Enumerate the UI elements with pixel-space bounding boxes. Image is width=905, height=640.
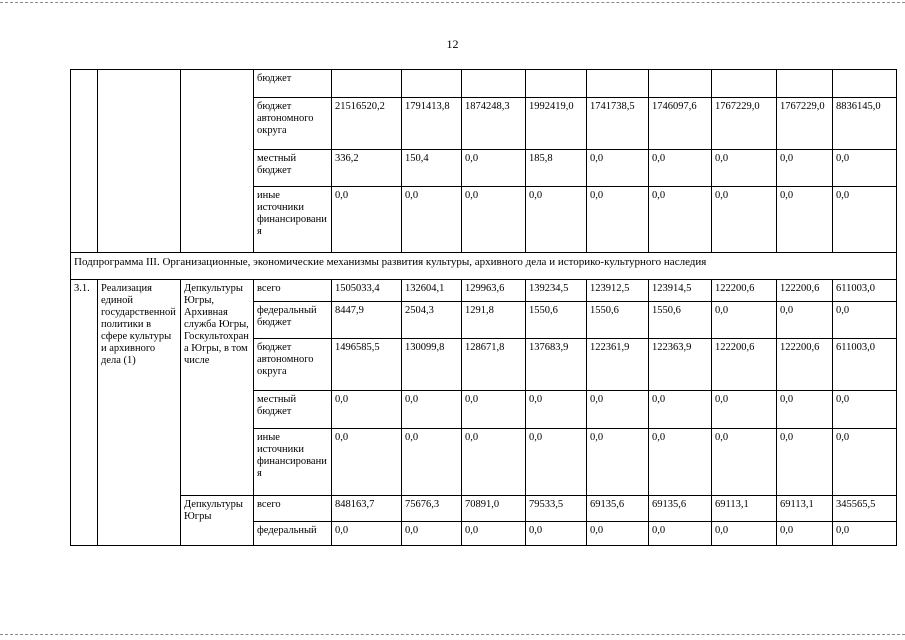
value-cell: 8836145,0 [833, 98, 897, 150]
value-cell: 0,0 [777, 302, 833, 339]
value-cell: 2504,3 [402, 302, 462, 339]
source-cell: местный бюджет [254, 391, 332, 429]
value-cell: 122200,6 [712, 280, 777, 302]
value-cell: 1767229,0 [777, 98, 833, 150]
source-cell: иные источники финансирования [254, 429, 332, 496]
source-cell: федеральный бюджет [254, 302, 332, 339]
value-cell: 0,0 [833, 429, 897, 496]
scan-top-edge [0, 2, 905, 3]
value-cell: 0,0 [587, 429, 649, 496]
source-cell: иные источники финансирования [254, 187, 332, 253]
page-number: 12 [446, 37, 459, 51]
value-cell: 0,0 [712, 522, 777, 546]
value-cell [833, 70, 897, 98]
value-cell: 69113,1 [712, 496, 777, 522]
value-cell: 0,0 [402, 391, 462, 429]
value-cell [712, 70, 777, 98]
value-cell: 1767229,0 [712, 98, 777, 150]
value-cell: 0,0 [649, 429, 712, 496]
source-cell: федеральный [254, 522, 332, 546]
value-cell: 0,0 [332, 522, 402, 546]
value-cell: 1550,6 [649, 302, 712, 339]
value-cell: 70891,0 [462, 496, 526, 522]
value-cell: 75676,3 [402, 496, 462, 522]
value-cell [332, 70, 402, 98]
value-cell: 0,0 [462, 150, 526, 187]
subprogram-title: Подпрограмма III. Организационные, экономические механизмы развития культуры, архивного дела и историко-культурного наследия [71, 253, 897, 280]
value-cell: 1550,6 [587, 302, 649, 339]
value-cell: 129963,6 [462, 280, 526, 302]
value-cell: 1992419,0 [526, 98, 587, 150]
value-cell: 122361,9 [587, 339, 649, 391]
value-cell: 1746097,6 [649, 98, 712, 150]
value-cell: 0,0 [833, 187, 897, 253]
value-cell: 0,0 [526, 187, 587, 253]
source-cell: местный бюджет [254, 150, 332, 187]
value-cell: 1791413,8 [402, 98, 462, 150]
value-cell: 79533,5 [526, 496, 587, 522]
value-cell: 150,4 [402, 150, 462, 187]
value-cell: 0,0 [649, 150, 712, 187]
value-cell: 123912,5 [587, 280, 649, 302]
value-cell: 0,0 [833, 391, 897, 429]
value-cell: 0,0 [833, 522, 897, 546]
value-cell: 122200,6 [777, 339, 833, 391]
value-cell: 611003,0 [833, 280, 897, 302]
value-cell: 345565,5 [833, 496, 897, 522]
value-cell: 0,0 [462, 522, 526, 546]
value-cell: 0,0 [332, 429, 402, 496]
value-cell: 0,0 [712, 150, 777, 187]
value-cell: 0,0 [712, 302, 777, 339]
value-cell: 0,0 [777, 391, 833, 429]
table-row [71, 496, 897, 522]
source-cell: всего [254, 280, 332, 302]
value-cell: 0,0 [712, 391, 777, 429]
source-cell: всего [254, 496, 332, 522]
value-cell: 0,0 [526, 522, 587, 546]
value-cell: 0,0 [712, 429, 777, 496]
value-cell [587, 70, 649, 98]
subprogram-row [71, 253, 897, 280]
value-cell: 0,0 [833, 302, 897, 339]
value-cell [462, 70, 526, 98]
value-cell [649, 70, 712, 98]
item-executor: Депкультуры Югры [181, 496, 254, 546]
executor-cell [181, 70, 254, 253]
source-cell: бюджет [254, 70, 332, 98]
value-cell: 0,0 [777, 187, 833, 253]
value-cell: 1291,8 [462, 302, 526, 339]
value-cell: 122200,6 [777, 280, 833, 302]
value-cell: 0,0 [402, 522, 462, 546]
value-cell: 137683,9 [526, 339, 587, 391]
value-cell: 0,0 [777, 522, 833, 546]
value-cell: 123914,5 [649, 280, 712, 302]
value-cell: 0,0 [777, 150, 833, 187]
source-cell: бюджет автономного округа [254, 339, 332, 391]
value-cell: 0,0 [526, 391, 587, 429]
value-cell: 0,0 [587, 187, 649, 253]
value-cell: 21516520,2 [332, 98, 402, 150]
value-cell: 1741738,5 [587, 98, 649, 150]
value-cell: 1496585,5 [332, 339, 402, 391]
value-cell: 1874248,3 [462, 98, 526, 150]
item-number: 3.1. [71, 280, 98, 546]
value-cell: 0,0 [402, 429, 462, 496]
value-cell: 0,0 [712, 187, 777, 253]
value-cell: 0,0 [649, 522, 712, 546]
source-cell: бюджет автономного округа [254, 98, 332, 150]
value-cell: 848163,7 [332, 496, 402, 522]
value-cell [526, 70, 587, 98]
value-cell: 0,0 [402, 187, 462, 253]
measure-name-cell [98, 70, 181, 253]
value-cell: 1505033,4 [332, 280, 402, 302]
value-cell: 611003,0 [833, 339, 897, 391]
value-cell: 130099,8 [402, 339, 462, 391]
value-cell [777, 70, 833, 98]
value-cell: 0,0 [649, 187, 712, 253]
number-cell [71, 70, 98, 253]
value-cell: 336,2 [332, 150, 402, 187]
value-cell: 0,0 [649, 391, 712, 429]
value-cell: 0,0 [587, 522, 649, 546]
item-executor: Депкультуры Югры, Архивная служба Югры, Госкультохрана Югры, в том числе [181, 280, 254, 496]
value-cell: 0,0 [833, 150, 897, 187]
item-name: Реализация единой государственной политики в сфере культуры и архивного дела (1) [98, 280, 181, 546]
value-cell: 0,0 [332, 391, 402, 429]
value-cell: 0,0 [462, 187, 526, 253]
value-cell: 132604,1 [402, 280, 462, 302]
budget-table [70, 69, 897, 546]
value-cell: 0,0 [587, 391, 649, 429]
value-cell: 8447,9 [332, 302, 402, 339]
value-cell: 69135,6 [587, 496, 649, 522]
value-cell: 122200,6 [712, 339, 777, 391]
table-row [71, 280, 897, 302]
value-cell: 0,0 [777, 429, 833, 496]
value-cell: 1550,6 [526, 302, 587, 339]
value-cell: 69113,1 [777, 496, 833, 522]
value-cell: 128671,8 [462, 339, 526, 391]
value-cell: 0,0 [587, 150, 649, 187]
value-cell [402, 70, 462, 98]
value-cell: 0,0 [462, 429, 526, 496]
value-cell: 0,0 [526, 429, 587, 496]
value-cell: 69135,6 [649, 496, 712, 522]
value-cell: 185,8 [526, 150, 587, 187]
scan-bottom-edge [0, 634, 905, 635]
table-row [71, 70, 897, 98]
value-cell: 0,0 [332, 187, 402, 253]
value-cell: 122363,9 [649, 339, 712, 391]
value-cell: 0,0 [462, 391, 526, 429]
value-cell: 139234,5 [526, 280, 587, 302]
